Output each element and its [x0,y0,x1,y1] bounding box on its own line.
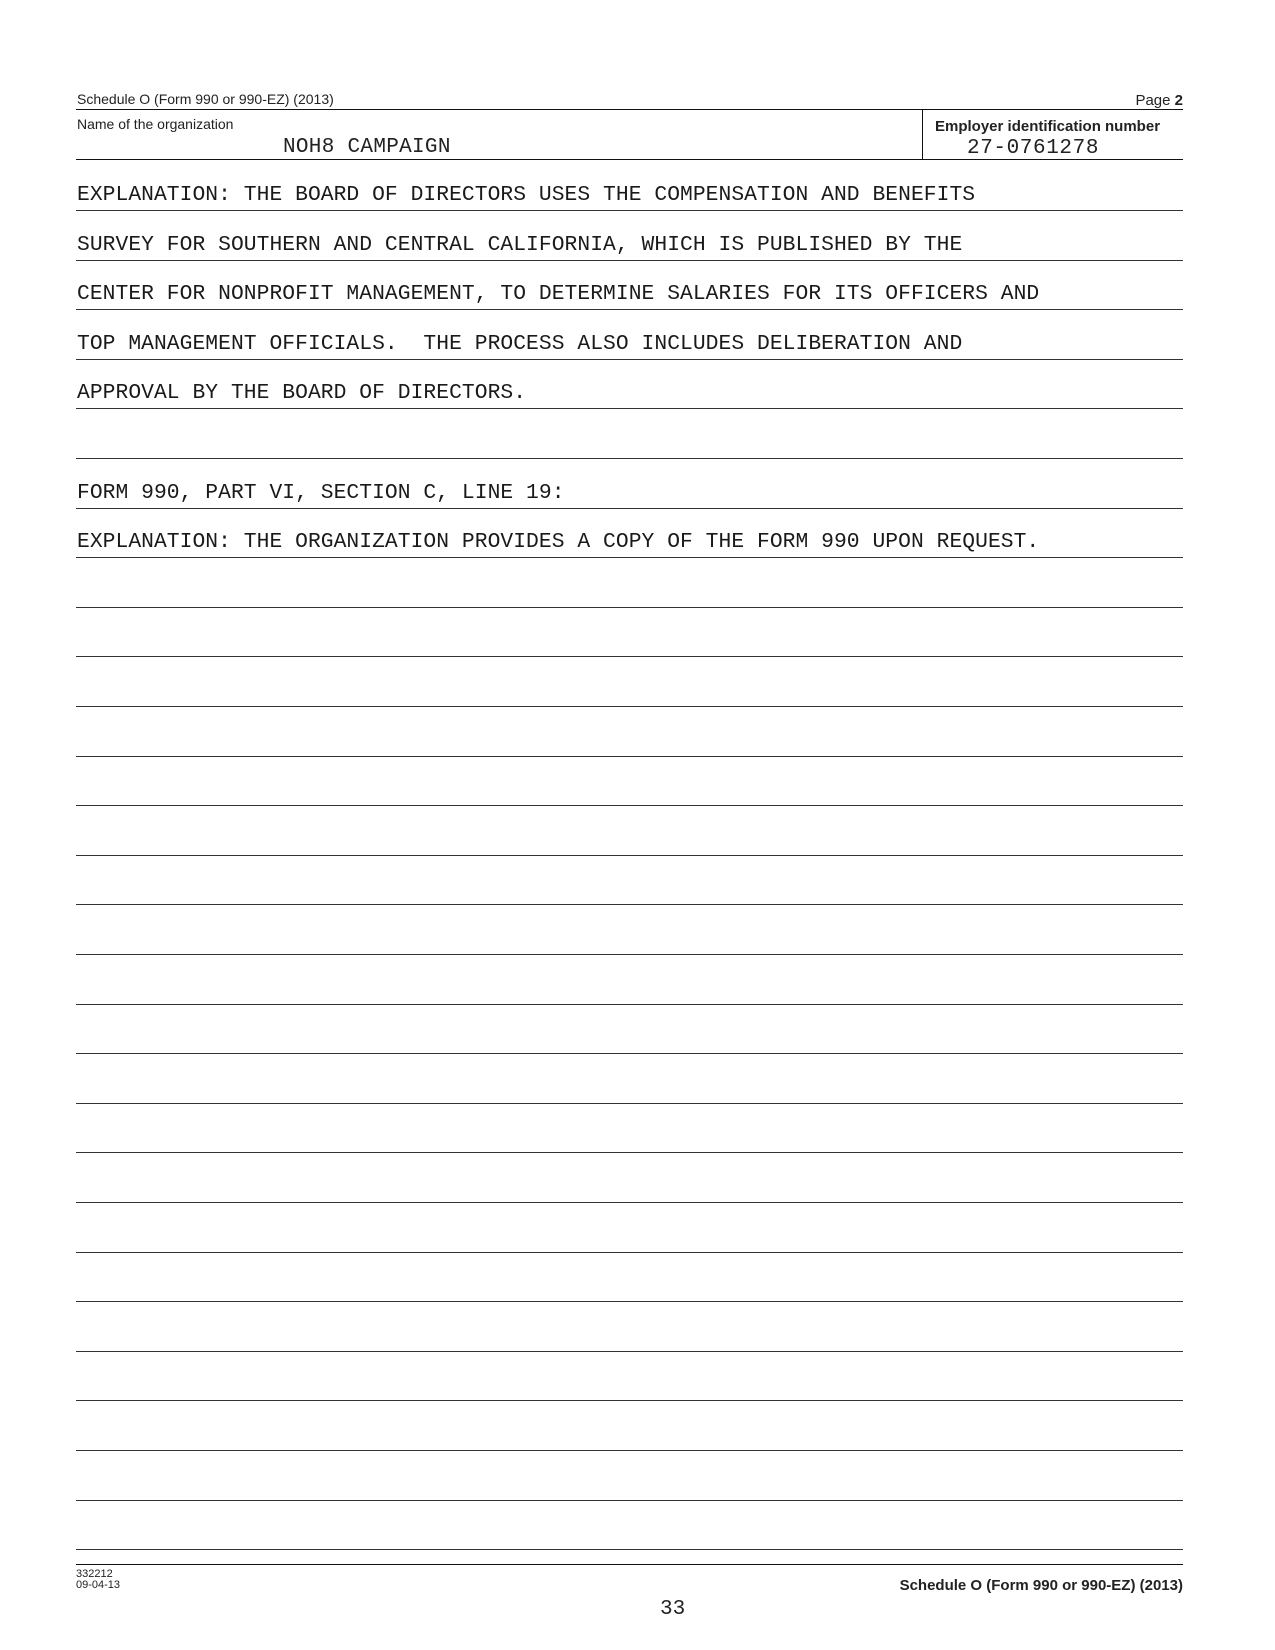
ruled-line [76,1004,1183,1005]
ruled-line [76,557,1183,558]
ruled-line [76,1450,1183,1451]
ruled-line [76,855,1183,856]
header-rule-top [76,109,1183,110]
form-code-date: 09-04-13 [76,1579,121,1591]
organization-name-label: Name of the organization [77,116,234,132]
ruled-line [76,508,1183,509]
ruled-line [76,1103,1183,1104]
ruled-line [76,210,1183,211]
header-rule-bottom [76,159,1183,160]
ruled-line [76,656,1183,657]
ruled-line [76,904,1183,905]
ruled-line [76,805,1183,806]
ruled-line [76,756,1183,757]
page-label: Page [1135,92,1171,109]
explanation-text-line: EXPLANATION: THE ORGANIZATION PROVIDES A COPY OF THE FORM 990 UPON REQUEST. [77,530,1040,554]
ruled-line [76,1152,1183,1153]
ruled-line [76,1252,1183,1253]
ruled-line [76,458,1183,459]
form-title-footer: Schedule O (Form 990 or 990-EZ) (2013) [899,1577,1183,1594]
ruled-line [76,954,1183,955]
ruled-line [76,1053,1183,1054]
ruled-line [76,607,1183,608]
ruled-line [76,309,1183,310]
ruled-line [76,1351,1183,1352]
explanation-text-line: APPROVAL BY THE BOARD OF DIRECTORS. [77,381,527,405]
organization-name-value: NOH8 CAMPAIGN [283,136,451,159]
page-number-header: 2 [1174,92,1183,109]
ruled-line [76,260,1183,261]
ruled-line [76,1400,1183,1401]
explanation-text-line: EXPLANATION: THE BOARD OF DIRECTORS USES THE COMPENSATION AND BENEFITS [77,183,976,207]
ein-label: Employer identification number [935,118,1161,135]
ruled-line [76,408,1183,409]
ein-value: 27-0761278 [967,137,1100,160]
footer-rule [76,1564,1183,1565]
explanation-text-line: CENTER FOR NONPROFIT MANAGEMENT, TO DETERMINE SALARIES FOR ITS OFFICERS AND [77,282,1040,306]
page-indicator [1135,92,1183,109]
ruled-line [76,359,1183,360]
form-title-header: Schedule O (Form 990 or 990-EZ) (2013) [77,91,334,107]
ein-divider [922,109,923,160]
form-code [76,1569,120,1591]
explanation-text-line: FORM 990, PART VI, SECTION C, LINE 19: [77,481,565,505]
form-code-number: 332212 [76,1568,113,1580]
ruled-line [76,1301,1183,1302]
explanation-text-line: TOP MANAGEMENT OFFICIALS. THE PROCESS ALSO INCLUDES DELIBERATION AND [77,332,963,356]
explanation-text-line: SURVEY FOR SOUTHERN AND CENTRAL CALIFORNIA, WHICH IS PUBLISHED BY THE [77,233,963,257]
ruled-line [76,1202,1183,1203]
ruled-line [76,1549,1183,1550]
ruled-line [76,706,1183,707]
page-number-footer: 33 [660,1598,686,1621]
ruled-line [76,1500,1183,1501]
